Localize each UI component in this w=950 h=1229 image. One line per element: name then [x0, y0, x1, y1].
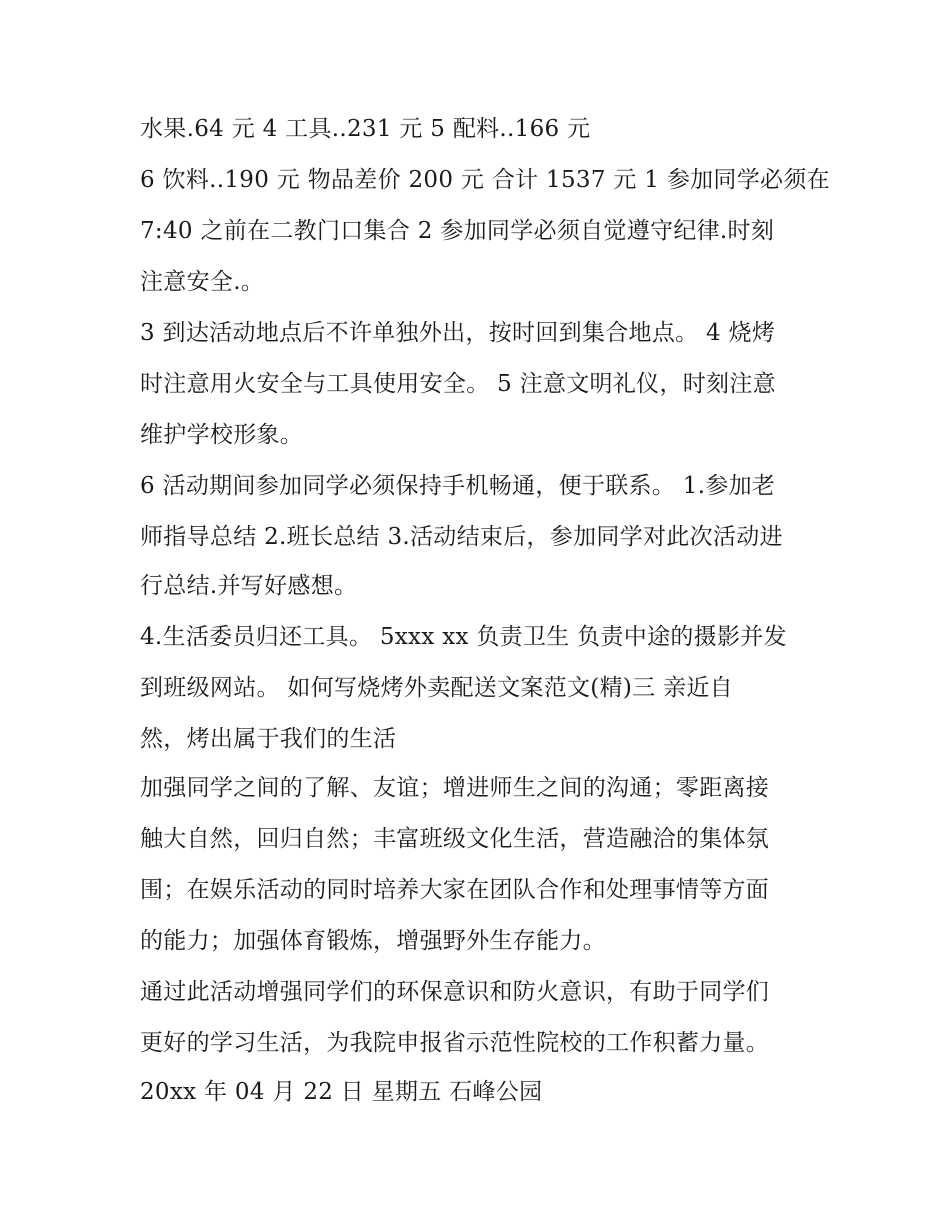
text-line: 围；在娱乐活动的同时培养大家在团队合作和处理事情等方面 [140, 877, 770, 903]
text-line: 3 到达活动地点后不许单独外出，按时回到集合地点。 4 烧烤 [140, 320, 776, 346]
text-line: 加强同学之间的了解、友谊；增进师生之间的沟通；零距离接 [140, 775, 770, 801]
text-line: 更好的学习生活，为我院申报省示范性院校的工作积蓄力量。 [140, 1030, 770, 1056]
text-line: 注意安全.。 [140, 269, 265, 295]
text-line: 6 活动期间参加同学必须保持手机畅通，便于联系。 1.参加老 [140, 473, 776, 499]
text-line: 20xx 年 04 月 22 日 星期五 石峰公园 [140, 1079, 543, 1105]
text-line: 师指导总结 2.班长总结 3.活动结束后，参加同学对此次活动进 [140, 524, 783, 550]
text-line: 行总结.并写好感想。 [140, 573, 358, 599]
text-line: 到班级网站。 如何写烧烤外卖配送文案范文(精)三 亲近自 [140, 675, 733, 701]
text-line: 维护学校形象。 [140, 422, 304, 448]
text-line: 时注意用火安全与工具使用安全。 5 注意文明礼仪，时刻注意 [140, 371, 776, 397]
text-line: 6 饮料..190 元 物品差价 200 元 合计 1537 元 1 参加同学必须在 [140, 167, 830, 193]
text-line: 通过此活动增强同学们的环保意识和防火意识，有助于同学们 [140, 979, 770, 1005]
text-line: 触大自然，回归自然；丰富班级文化生活，营造融洽的集体氛 [140, 826, 770, 852]
text-line: 的能力；加强体育锻炼，增强野外生存能力。 [140, 928, 606, 954]
text-line: 7:40 之前在二教门口集合 2 参加同学必须自觉遵守纪律.时刻 [140, 218, 775, 244]
text-line: 然，烤出属于我们的生活 [140, 726, 397, 752]
text-line: 4.生活委员归还工具。 5xxx xx 负责卫生 负责中途的摄影并发 [140, 624, 787, 650]
text-line: 水果.64 元 4 工具..231 元 5 配料..166 元 [140, 116, 591, 142]
